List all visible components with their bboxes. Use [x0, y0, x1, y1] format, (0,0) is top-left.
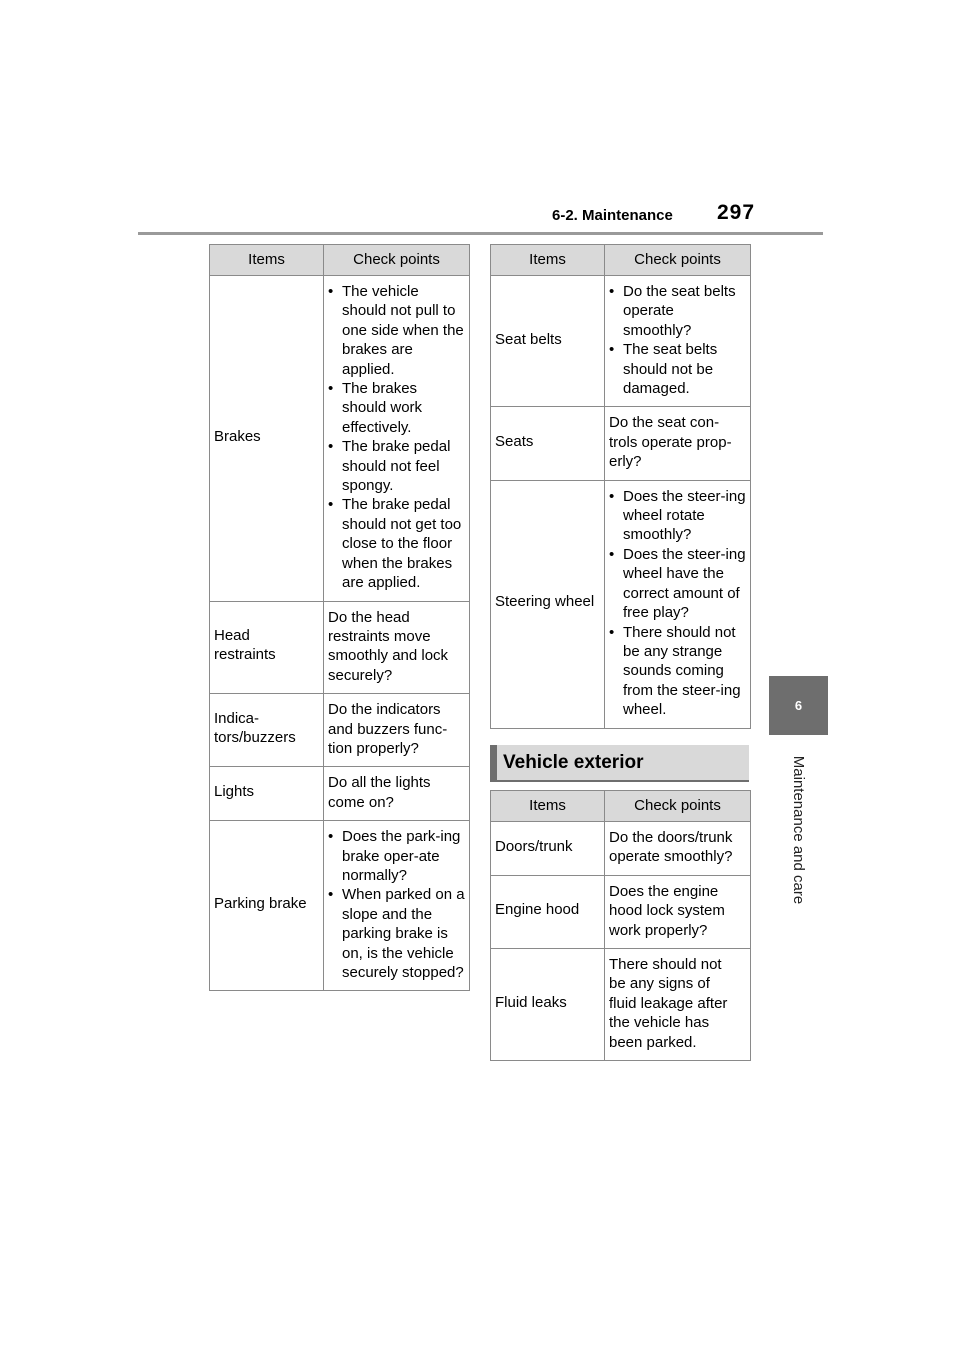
page-number: 297 [717, 201, 756, 224]
section-title: 6-2. Maintenance [552, 207, 673, 224]
check-point-text: Do the seat con- trols operate prop- erly? [609, 414, 732, 471]
check-point-cell [605, 822, 751, 876]
check-point-text: There should not be any signs of fluid leakage after the vehicle has been parked. [609, 956, 728, 1051]
check-point-list [328, 282, 465, 593]
check-point-text: Do the indicators and buzzers func- tion properly? [328, 701, 448, 757]
list-item: • Do the seat belts operate smoothly? [609, 282, 746, 340]
interior-check-table-right [490, 244, 751, 729]
item-cell: Steering wheel [491, 480, 605, 728]
chapter-number: 6 [794, 698, 803, 713]
table-row [210, 767, 470, 821]
list-item: • Does the steer-ing wheel have the correct amount of free play? [609, 545, 746, 623]
exterior-check-table [490, 790, 751, 1061]
item-cell: Indica- tors/buzzers [210, 694, 324, 767]
list-item: • The brake pedal should not feel spongy. [328, 437, 465, 495]
list-item: • The seat belts should not be damaged. [609, 340, 746, 398]
check-point-text: Do all the lights come on? [328, 774, 431, 811]
check-point-cell [605, 276, 751, 407]
table-row [210, 601, 470, 694]
table-row [491, 480, 751, 728]
column-header-items: Items [491, 245, 605, 276]
check-point-list [609, 487, 746, 720]
interior-check-table-left [209, 244, 470, 991]
list-item: • The brake pedal should not get too close to the floor when the brakes are applied. [328, 495, 465, 592]
header-divider [138, 232, 823, 235]
table-row [210, 694, 470, 767]
table-row [491, 407, 751, 480]
check-point-cell [605, 407, 751, 480]
column-header-check-points: Check points [605, 791, 751, 822]
column-header-check-points: Check points [324, 245, 470, 276]
list-item: • Does the park-ing brake oper-ate normally? [328, 827, 465, 885]
column-header-items: Items [491, 791, 605, 822]
table-row [491, 276, 751, 407]
table-row [491, 875, 751, 948]
item-cell: Engine hood [491, 875, 605, 948]
list-item: • When parked on a slope and the parking brake is on, is the vehicle securely stopped? [328, 885, 465, 982]
item-cell: Lights [210, 767, 324, 821]
check-point-text: Do the doors/trunk operate smoothly? [609, 829, 733, 866]
check-point-cell [605, 875, 751, 948]
check-point-text: Do the head restraints move smoothly and lock securely? [328, 608, 449, 684]
check-point-cell [324, 276, 470, 602]
check-point-cell [605, 949, 751, 1061]
table-row [491, 822, 751, 876]
table-row [210, 821, 470, 991]
check-point-cell [324, 821, 470, 991]
list-item: • There should not be any strange sounds coming from the steer-ing wheel. [609, 623, 746, 720]
column-header-check-points: Check points [605, 245, 751, 276]
table-row [491, 949, 751, 1061]
check-point-list [328, 827, 465, 982]
check-point-text: Does the engine hood lock system work properly? [609, 882, 725, 939]
item-cell: Fluid leaks [491, 949, 605, 1061]
chapter-title: Maintenance and care [790, 755, 807, 905]
list-item: • The brakes should work effectively. [328, 379, 465, 437]
item-cell: Seats [491, 407, 605, 480]
check-point-list [609, 282, 746, 398]
check-point-cell [324, 767, 470, 821]
table-row [210, 276, 470, 602]
list-item: • Does the steer-ing wheel rotate smoothly? [609, 487, 746, 545]
column-header-items: Items [210, 245, 324, 276]
item-cell: Head restraints [210, 601, 324, 694]
check-point-cell [324, 601, 470, 694]
item-cell: Seat belts [491, 276, 605, 407]
item-cell: Brakes [210, 276, 324, 602]
vehicle-exterior-heading: Vehicle exterior [490, 745, 749, 780]
item-cell: Parking brake [210, 821, 324, 991]
check-point-cell [324, 694, 470, 767]
item-cell: Doors/trunk [491, 822, 605, 876]
list-item: • The vehicle should not pull to one side when the brakes are applied. [328, 282, 465, 379]
check-point-cell [605, 480, 751, 728]
